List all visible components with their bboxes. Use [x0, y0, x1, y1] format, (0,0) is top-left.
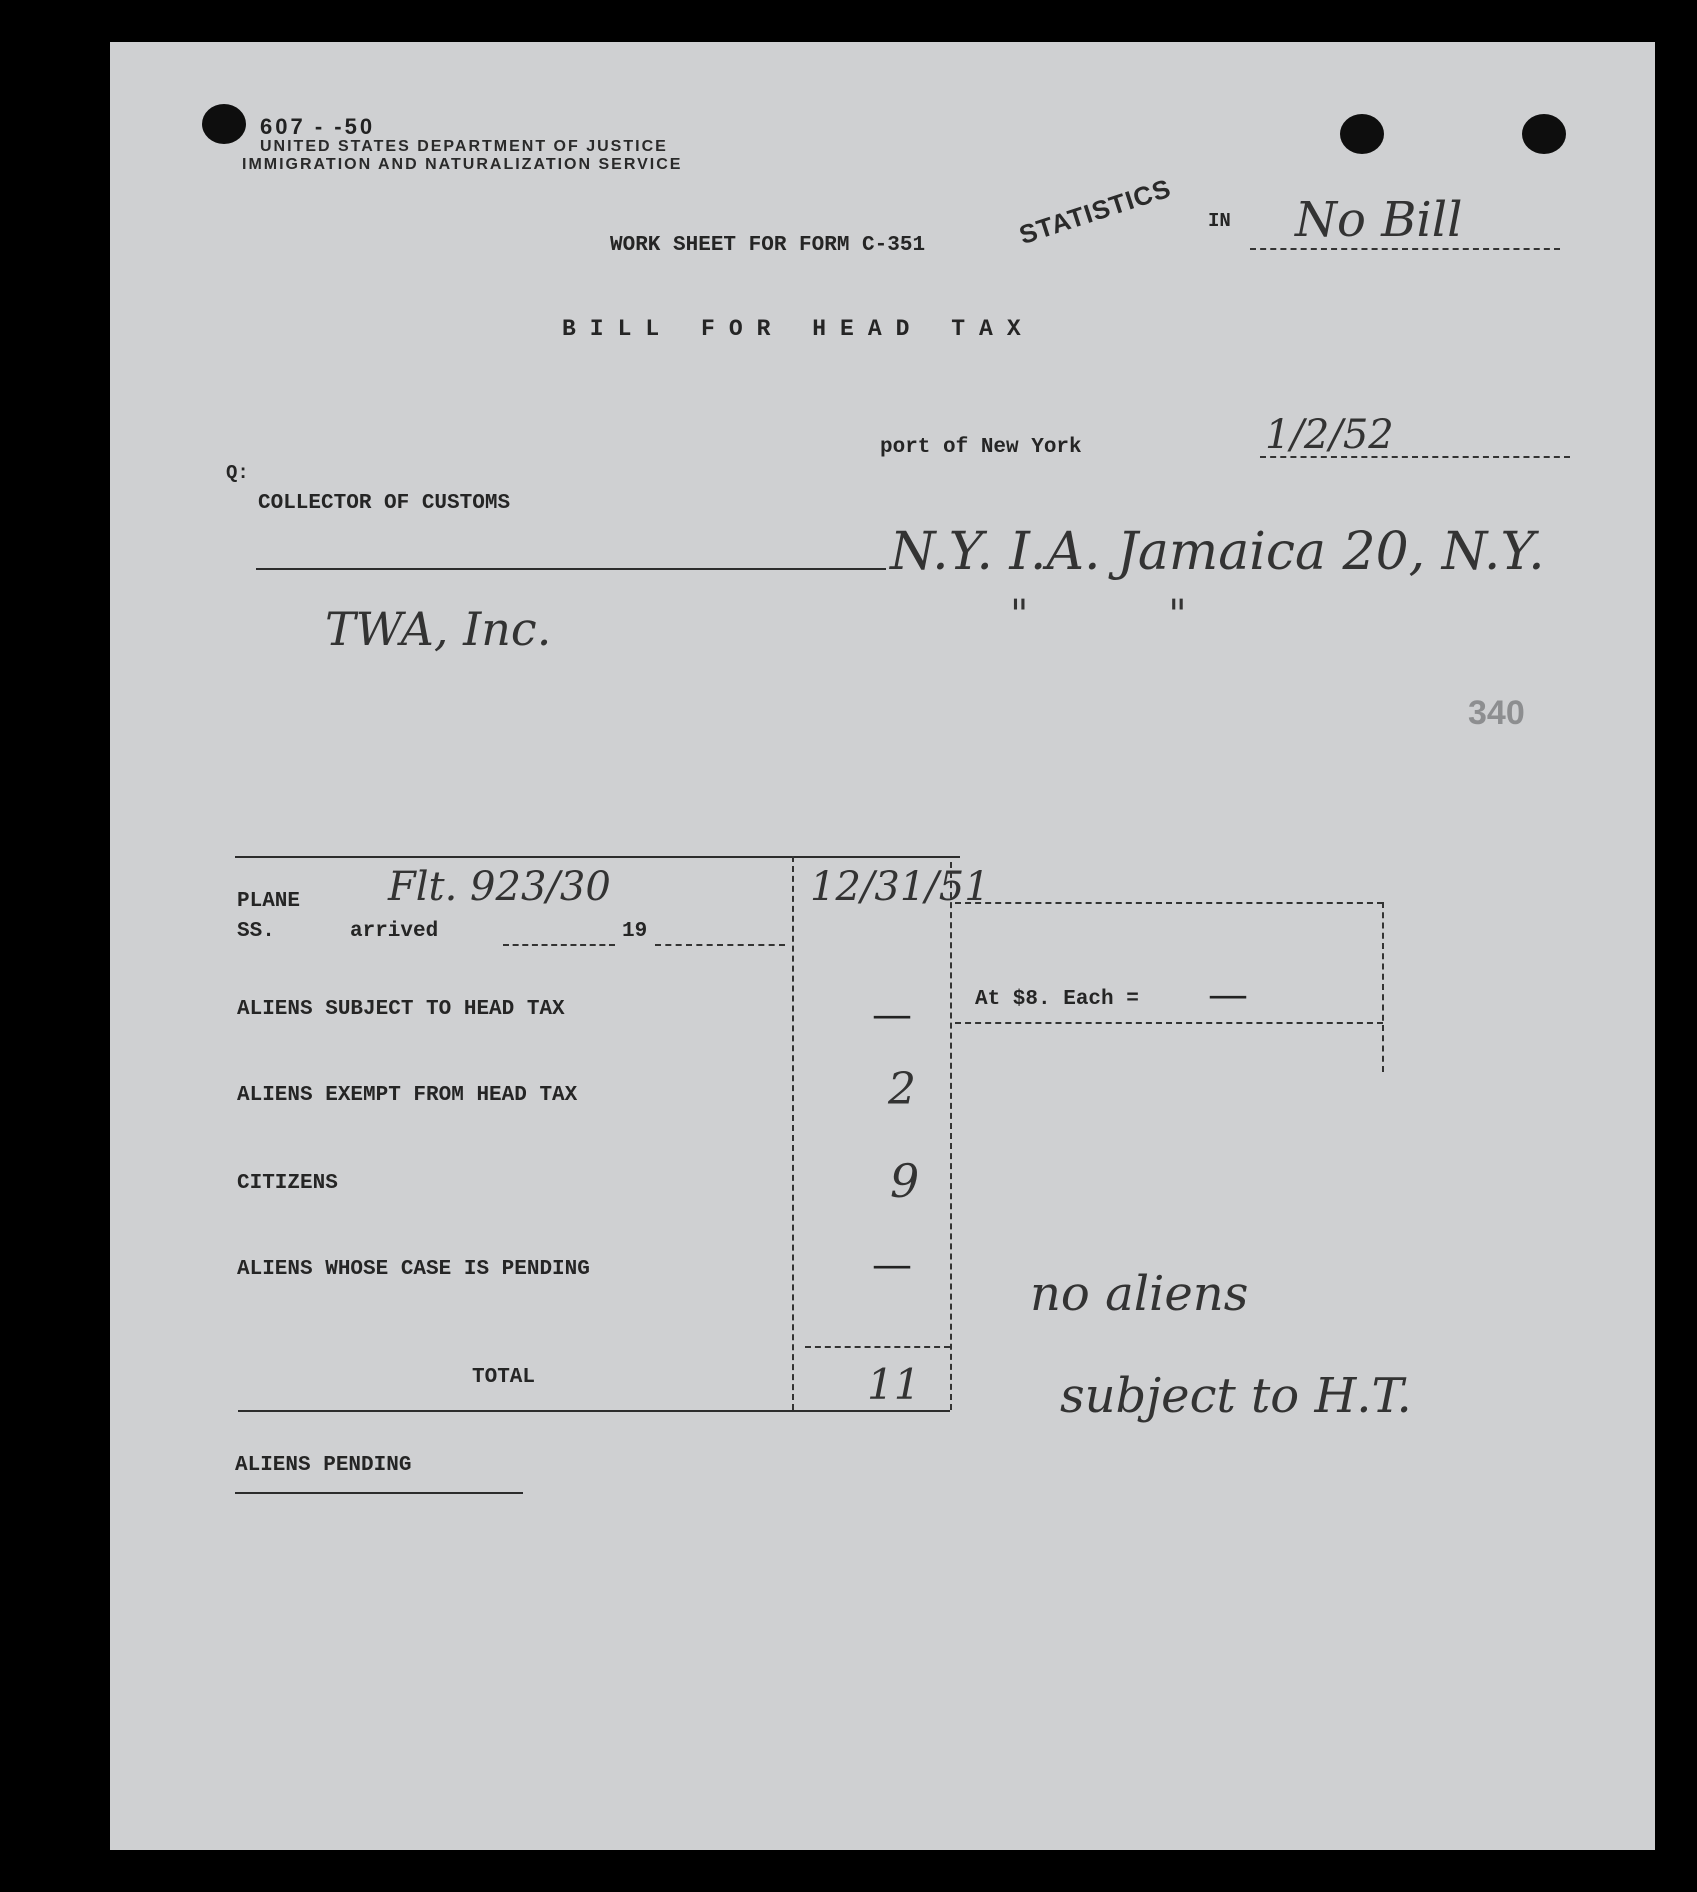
row-value-subject: — — [872, 992, 912, 1038]
port-label: port of New York — [880, 436, 1082, 459]
port-date-handwritten: 1/2/52 — [1265, 412, 1394, 458]
ditto-marks: " " — [1010, 592, 1187, 638]
rate-box-top — [955, 902, 1383, 904]
arrival-date-handwritten: 12/31/51 — [810, 864, 990, 910]
agency-line-2: IMMIGRATION AND NATURALIZATION SERVICE — [242, 156, 683, 173]
year-label: 19 — [622, 920, 648, 943]
rate-label: At $8. Each = — [975, 988, 1139, 1011]
bill-title: BILL FOR HEAD TAX — [562, 316, 1035, 342]
aliens-pending-label: ALIENS PENDING — [235, 1454, 412, 1477]
row-value-citizens: 9 — [890, 1154, 920, 1208]
page-number: 340 — [1468, 694, 1525, 732]
year-line — [655, 944, 785, 946]
row-label-subject: ALIENS SUBJECT TO HEAD TAX — [237, 998, 565, 1021]
in-underline — [1250, 248, 1560, 250]
table-top-line — [235, 856, 960, 858]
total-value-handwritten: 11 — [867, 1360, 921, 1409]
arrived-date-line — [503, 944, 615, 946]
arrived-label: arrived — [350, 920, 439, 943]
document-page — [110, 42, 1655, 1850]
total-label: TOTAL — [472, 1366, 536, 1389]
table-bottom-line — [238, 1410, 950, 1412]
statistics-stamp: STATISTICS — [1015, 172, 1175, 251]
address-handwritten: N.Y. I.A. Jamaica 20, N.Y. — [890, 522, 1545, 582]
row-label-citizens: CITIZENS — [237, 1172, 338, 1195]
punch-hole-left — [202, 104, 246, 144]
punch-hole-right — [1522, 114, 1566, 154]
table-col-left — [792, 856, 794, 1410]
rate-box-right — [1382, 902, 1384, 1072]
in-value-handwritten: No Bill — [1295, 192, 1463, 248]
total-divider — [805, 1346, 950, 1348]
row-label-pending: ALIENS WHOSE CASE IS PENDING — [237, 1258, 590, 1281]
addressee-line — [256, 568, 886, 570]
in-label: IN — [1208, 210, 1231, 232]
date-underline — [1260, 456, 1570, 458]
row-label-exempt: ALIENS EXEMPT FROM HEAD TAX — [237, 1084, 578, 1107]
table-col-right — [950, 862, 952, 1410]
row-value-pending: — — [872, 1242, 912, 1288]
rate-box-bottom — [955, 1022, 1383, 1024]
row-value-exempt: 2 — [888, 1064, 916, 1115]
rate-value: — — [1208, 972, 1248, 1018]
carrier-handwritten: TWA, Inc. — [325, 602, 552, 656]
to-label: Q: — [226, 462, 249, 484]
aliens-pending-underline — [235, 1492, 523, 1494]
plane-label: PLANE — [237, 890, 301, 913]
agency-line-1: UNITED STATES DEPARTMENT OF JUSTICE — [260, 138, 668, 155]
collector-label: COLLECTOR OF CUSTOMS — [258, 492, 511, 515]
plane-value-handwritten: Flt. 923/30 — [388, 864, 611, 910]
note-line-1: no aliens — [1030, 1266, 1249, 1322]
punch-hole-center — [1340, 114, 1384, 154]
form-title: WORK SHEET FOR FORM C-351 — [610, 234, 926, 257]
note-line-2: subject to H.T. — [1060, 1368, 1412, 1424]
file-number: 607 - -50 — [260, 114, 376, 139]
ss-label: SS. — [237, 920, 275, 943]
